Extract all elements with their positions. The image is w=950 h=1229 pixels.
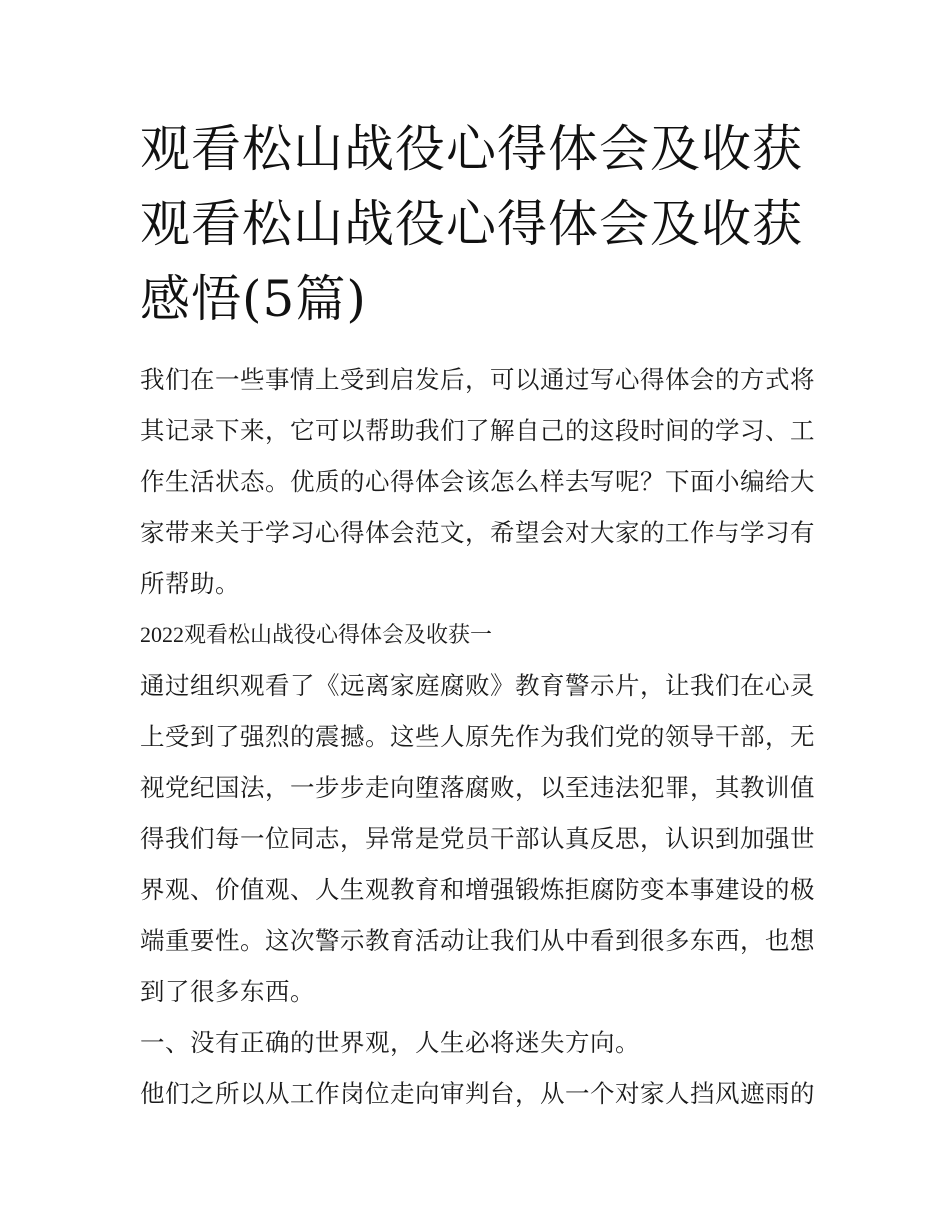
text-line: 我们在一些事情上受到启发后，可以通过写心得体会的方式将 [140,365,815,394]
text-line: 其记录下来，它可以帮助我们了解自己的这段时间的学习、工 [140,416,815,445]
body-paragraph [140,1068,820,1119]
title-line: 观看松山战役心得体会及收获 [140,120,803,178]
document-body [140,354,820,1119]
text-line: 视党纪国法，一步步走向堕落腐败，以至违法犯罪，其教训值 [140,773,815,802]
text-line: 上受到了强烈的震撼。这些人原先作为我们党的领导干部，无 [140,722,815,751]
text-line: 他们之所以从工作岗位走向审判台，从一个对家人挡风遮雨的 [140,1079,815,1108]
section-heading: 2022观看松山战役心得体会及收获一 [140,622,493,647]
text-line: 端重要性。这次警示教育活动让我们从中看到很多东西，也想 [140,926,815,955]
text-line: 界观、价值观、人生观教育和增强锻炼拒腐防变本事建设的极 [140,875,815,904]
title-line: 感悟(5篇) [140,270,367,328]
document-title [140,112,820,337]
text-line: 得我们每一位同志，异常是党员干部认真反思，认识到加强世 [140,824,815,853]
text-line: 作生活状态。优质的心得体会该怎么样去写呢？下面小编给大 [140,467,815,496]
point-heading: 一、没有正确的世界观，人生必将迷失方向。 [140,1028,640,1057]
body-paragraph [140,660,820,1017]
title-line: 观看松山战役心得体会及收获 [140,195,803,253]
text-line: 家带来关于学习心得体会范文，希望会对大家的工作与学习有 [140,518,815,547]
text-line: 通过组织观看了《远离家庭腐败》教育警示片，让我们在心灵 [140,671,815,700]
text-line: 所帮助。 [140,569,240,598]
text-line: 到了很多东西。 [140,977,315,1006]
intro-paragraph [140,354,820,609]
